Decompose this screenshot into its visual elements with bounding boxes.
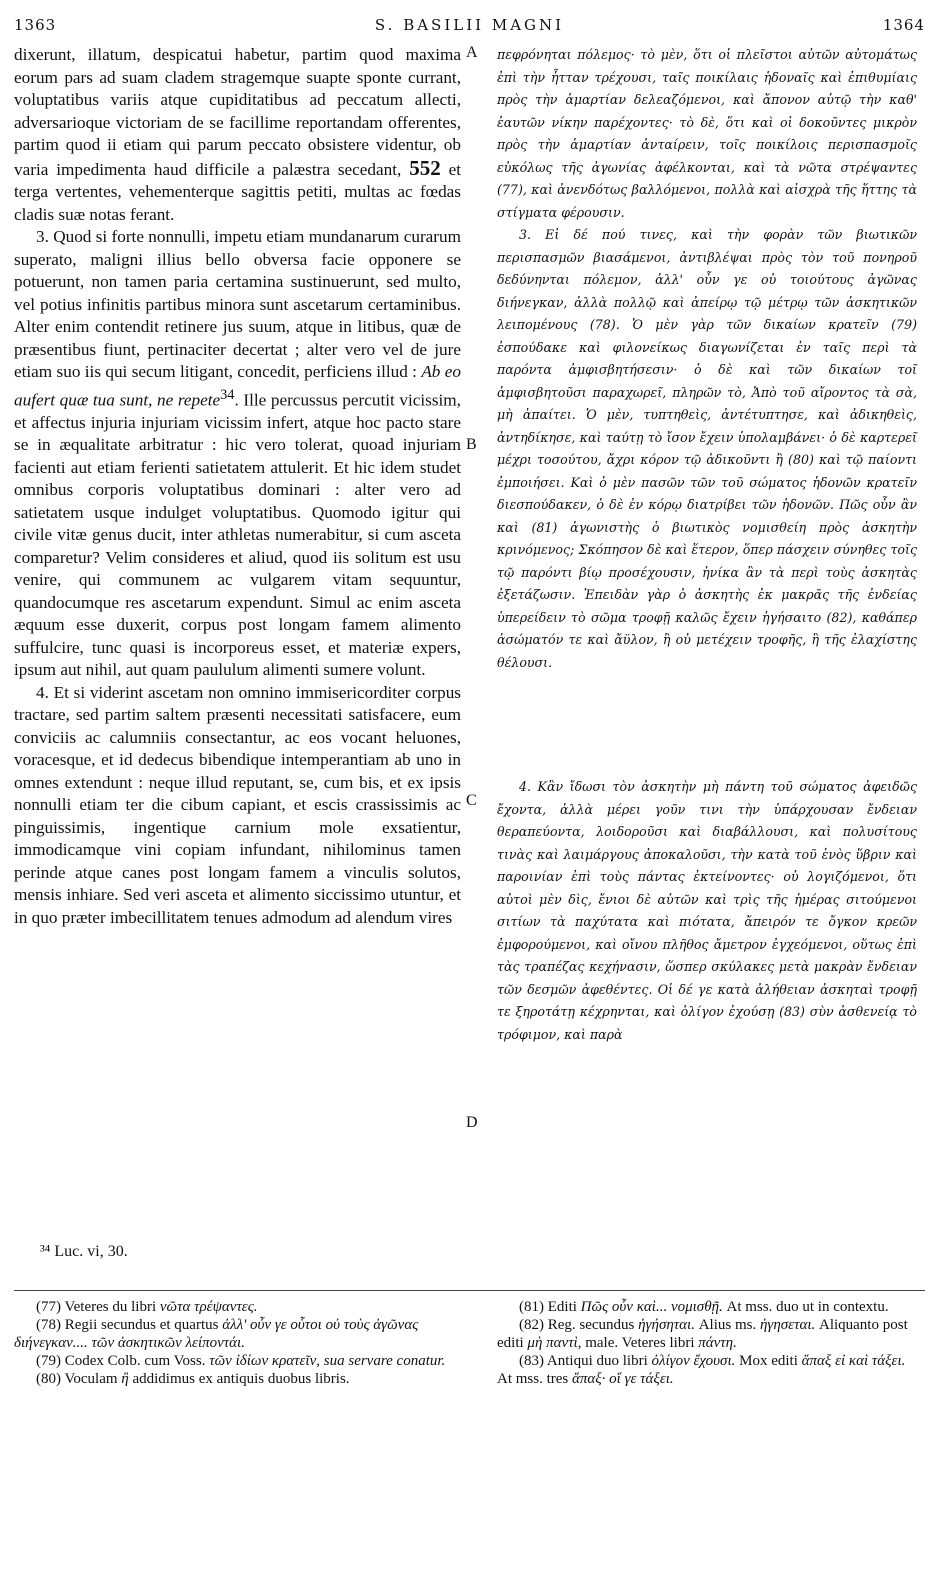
greek-text: 4. Κἂν ἴδωσι τὸν ἀσκητὴν μὴ πάντη τοῦ σώματος ἀφειδῶς ἔχοντα, ἀλλὰ μέρει γοῦν τινι τὴν ὑπάρχουσαν ἔνδειαν θεραπεύοντα, λοιδοροῦσι καὶ διαβάλλουσι, καὶ πολυσίτους τινὰς καὶ λαιμάργους ἀποκαλοῦσι, τὴν κατὰ τοῦ ἑνὸς ὕβριν καὶ παροινίαν ἐπὶ τοὺς πάντας ἐκτείνοντες· οὐ λογιζόμενοι, ὅτι αὐτοὶ μὲν δὶς, ἔνιοι δὲ αὐτῶν καὶ τρὶς τῆς ἡμέρας σιτούμενοι σιτίων τὰ παχύτατα καὶ πιότατα, ἄπειρόν τε ὄγκον κρεῶν ἐμφορούμενοι, καὶ οἴνου πλῆθος ἄμετρον ἐγχεόμενοι, οὕτως ἐπὶ τὰς τραπέζας κεχήνασιν, ὥσπερ σκύλακες μετὰ μακρὰν ἔνδειαν τῶν δεσμῶν ἀφεθέντες. Οἱ δέ γε κατὰ ἀλήθειαν ἀσκηταὶ τροφῇ τε ξηροτάτῃ κέχρηνται, καὶ ὀλίγον ἐχούσῃ (83) σὺν ἀσθενείᾳ τὸ τρόφιμον, καὶ παρὰ [497,779,917,1042]
note-78: (78) Regii secundus et quartus ἀλλ' οὖν γε οὗτοι οὐ τοὺς ἀγῶνας διήνεγκαν.... τῶν ἀσκητικῶν λείποντάι. [14,1317,419,1351]
scripture-footnote: ³⁴ Luc. vi, 30. [40,1243,128,1260]
section-markers [466,44,490,1244]
greek-text: 3. Εἰ δέ πού τινες, καὶ τὴν φορὰν τῶν βιωτικῶν περισπασμῶν βιασάμενοι, ἀντιβλέψαι πρὸς τὸν τοῦ πονηροῦ δεδύνηνται πόλεμον, ἀλλ' οὖν γε οὐ τοιούτους ἀγῶνας διήνεγκαν, ἀλλὰ πολλῷ καὶ ἀπείρῳ τῷ μέτρῳ τῶν ἀσκητικῶν λειπομένους (78). Ὁ μὲν γὰρ τῶν δικαίων κρατεῖν (79) ἐσπούδακε καὶ φιλονείκως διαγωνίζεται ἐν ταῖς περὶ τὰ παρόντα ἀμφισβητήσεσιν· ὁ δὲ καὶ τῶν δικαίων τοῖ ἀμφισβητοῦσι παραχωρεῖ, πληρῶν τὸ, Ἀπὸ τοῦ αἴροντος τὰ σὰ, μὴ ἀπαίτει. Ὁ μὲν, τυπτηθεὶς, ἀντέτυπτησε, καὶ ἀδικηθεὶς, ἀντηδίκησε, καὶ ταύτῃ τὸ ἴσον ἔχειν ὑπολαμβάνει· ὁ δὲ καρτερεῖ μέχρι τοσούτου, ἄχρι κόρον τῷ ἀδικοῦντι ἢ (80) καὶ τῷ παίοντι ἐμποιήσει. Καὶ ὁ μὲν πασῶν τῶν τοῦ σώματος ἡδονῶν κρατεῖν διεσπούδακεν, ὁ δὲ ἐν κόρῳ διατρίβει τῶν ἡδονῶν. Πῶς οὖν ἂν καὶ (81) ἀγωνιστὴς ὁ βιωτικὸς νομισθείη πρὸς ἀσκητὴν κρινόμενος; Σκόπησον δὲ καὶ ἕτερον, ὅπερ πάσχειν σύνηθες τοῖς τῷ παρόντι βίῳ προσέχουσιν, ἡνίκα ἂν τὰ περὶ τοὺς ἀσκητὰς ἐξετάζωσιν. Ἐπειδὰν γὰρ ὁ ἀσκητὴς ἐκ μακρᾶς τῆς ἐνδείας ὑπερείδειν τὸ σῶμα τροφῇ καλῶς ἔχειν ἡγήσαιτο (82), καθάπερ ἀσώματόν τε καὶ ἄϋλον, ἢ οὐ μετέχειν τροφῆς, ἢ τῆς ἐλαχίστης θέλουσι. [497,227,917,670]
note-80: (80) Voculam ἢ addidimus ex antiquis duobus libris. [36,1371,350,1387]
note-82: (82) Reg. secundus ἡγήσηται. Alius ms. ἡγησεται. Aliquanto post editi μὴ παντὶ, male. Veteres libri πάντη. [497,1317,908,1351]
marker-a: A [466,44,478,61]
notes-left [14,1298,461,1388]
greek-paragraph [497,224,917,674]
column-number: 552 [409,155,441,180]
note-77: (77) Veteres du libri νῶτα τρέψαντες. [36,1299,258,1315]
notes-right [497,1298,917,1388]
greek-paragraph [497,776,917,1046]
latin-paragraph [14,44,461,226]
latin-column [14,44,461,929]
note-79: (79) Codex Colb. cum Voss. τῶν ἰδίων κρατεῖν, sua servare conatur. [36,1353,446,1369]
note-81: (81) Editi Πῶς οὖν καὶ... νομισθῇ. At mss. duo ut in contextu. [519,1299,889,1315]
latin-text: 4. Et si viderint ascetam non omnino immisericorditer corpus tractare, sed partim saltem præsenti necessitati satisfacere, eum conviciis ac calumniis consectantur, ac eos vocant heluones, voracesque, et id dedecus bibendique intemperantiam ab uno in omnes extendunt : neque illud reputant, se, cum bis, et ex ipsis nonnulli etiam ter die cibum capiant, et escis crassissimis ac pinguissimis, ingentique carnium mole exsatientur, immodicamque vini copiam infundant, nihilominus tamen perinde atque canes post longam famem a vinculis solutos, mensis inhiare. Sed veri asceta et alimento siccissimo utuntur, et in quo præter imbecillitatem tenues admodum ad alendum vires [14,682,461,927]
note-83: (83) Antiqui duo libri ὀλίγον ἔχουσι. Mox editi ἅπαξ εἰ καὶ τάξει. At mss. tres ἅπαξ· οἵ γε τάξει. [497,1353,906,1387]
latin-paragraph [14,682,461,930]
greek-column [497,44,917,1046]
latin-paragraph [14,226,461,682]
page-number-left: 1363 [14,16,57,34]
latin-text: dixerunt, illatum, despicatui habetur, partim quod maxima eorum pars ad suam cladem stragemque suapte sponte currant, voluptatibus variis atque cupiditatibus ad peccatum allecti, adversarioque victoriam de se facillime reportandam offerentes, partim quod ii etiam qui parum peccato obsistere videntur, ob varia impedimenta haud difficile a palæstra secedant, [14,45,461,179]
latin-text: et terga vertentes, vehementerque sagittis petiti, multas ac fœdas cladis suæ notas ferant. [14,159,462,224]
footnote-ref: 34 [220,386,235,403]
latin-text: 3. Quod si forte nonnulli, impetu etiam mundanarum curarum superato, maligni illius bello obversa facie opponere se potuerunt, non tamen paria certamina sustinuerunt, sed multo, vel potius infinitis partibus minora sunt ascetarum certaminibus. Alter enim contendit retinere jus suum, atque in litibus, quæ de præsentibus fiunt, pertinaciter decertat ; alter vero vel de jure etiam suo iis qui secum litigant, concedit, perficiens illud : [14,227,461,381]
latin-text: . Ille percussus percutit vicissim, et affectus injuria injuriam vicissim infert, atque hoc pacto stare se in æqualitate arbitratur : hic vero tolerat, quoad injuriam facienti aut etiam ferienti satietatem attulerit. Et hic idem studet omnibus corporis voluptatibus dominari : alter vero ad satietatem usque indulget voluptatibus. Quomodo igitur qui civile vitæ genus ducit, inter athletas numerabitur, si cum asceta comparetur? Velim consideres et aliud, quod iis solitum est usu venire, qui communem ac vulgarem vitam sequuntur, quandocumque res ascetarum expendunt. Simul ac enim asceta æquum esse duxerit, corpus post longam famem alimento suffulcire, tunc quasi is incorporeus esset, et materiæ expers, ipsum aut nihil, aut quam paululum alimenti sumere volunt. [14,390,461,680]
page-number-right: 1364 [882,16,925,34]
scripture-quote: Ab eo aufert quæ tua sunt, ne repete [14,362,461,410]
marker-d: D [466,1114,478,1131]
greek-text: πεφρόνηται πόλεμος· τὸ μὲν, ὅτι οἱ πλεῖστοι αὐτῶν αὐτομάτως ἐπὶ τὴν ἧτταν τρέχουσι, ταῖς ποικίλαις ἡδοναῖς καὶ ἐπιθυμίαις πρὸς τὴν ἁμαρτίαν δελεαζόμενοι, καὶ ἄπονον αὐτῷ τὴν καθ' ἑαυτῶν νίκην παρέχοντες· τὸ δὲ, ὅτι καὶ οἱ δοκοῦντες μικρὸν πρὸς τὴν ἁμαρτίαν ἀνταίρειν, τοῖς ποικίλοις περισπασμοῖς εὐκόλως τῆς ἀγωνίας ἀφέλκονται, καὶ τὰ νῶτα στρέψαντες (77), καὶ ἀνενδότως βαλλόμενοι, πολλὰ καὶ αἰσχρὰ τῆς ἥττης τὰ στίγματα φέρουσιν. [497,47,917,220]
marker-c: C [466,792,477,809]
footnote-divider [14,1290,925,1291]
running-title: S. BASILII MAGNI [374,16,565,34]
greek-paragraph [497,44,917,224]
marker-b: B [466,436,477,453]
